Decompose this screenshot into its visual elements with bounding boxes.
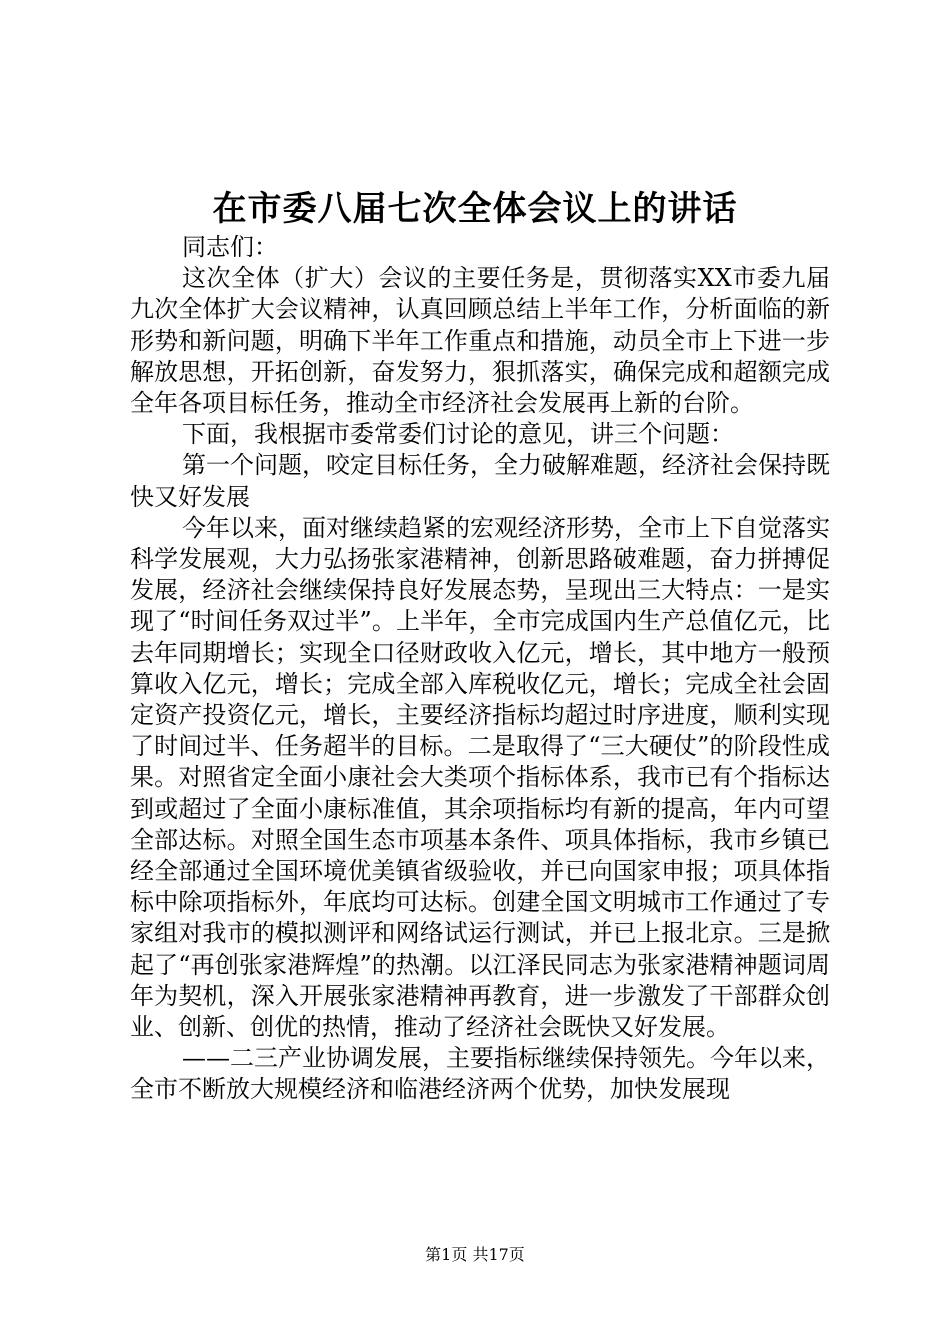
page-number-footer: 第1页 共17页 — [425, 1245, 525, 1264]
body-paragraph: ——二三产业协调发展，主要指标继续保持领先。今年以来，全市不断放大规模经济和临港经济两个优势，加快发展现 — [130, 1044, 830, 1104]
document-title: 在市委八届七次全体会议上的讲话 — [212, 189, 738, 229]
body-paragraph: 今年以来，面对继续趋紧的宏观经济形势，全市上下自觉落实科学发展观，大力弘扬张家港精神，创新思路破难题，奋力拼搏促发展，经济社会继续保持良好发展态势，呈现出三大特点：一是实现了“时间任务双过半”。上半年，全市完成国内生产总值亿元，比去年同期增长；实现全口径财政收入亿元，增长，其中地方一般预算收入亿元，增长；完成全部入库税收亿元，增长；完成全社会固定资产投资亿元，增长，主要经济指标均超过时序进度，顺利实现了时间过半、任务超半的目标。二是取得了“三大硬仗”的阶段性成果。对照省定全面小康社会大类项个指标体系，我市已有个指标达到或超过了全面小康标准值，其余项指标均有新的提高，年内可望全部达标。对照全国生态市项基本条件、项具体指标，我市乡镇已经全部通过全国环境优美镇省级验收，并已向国家申报；项具体指标中除项指标外，年底均可达标。创建全国文明城市工作通过了专家组对我市的模拟测评和网络试运行测试，并已上报北京。三是掀起了“再创张家港辉煌”的热潮。以江泽民同志为张家港精神题词周年为契机，深入开展张家港精神再教育，进一步激发了干部群众创业、创新、创优的热情，推动了经济社会既快又好发展。 — [130, 513, 830, 1042]
body-paragraph: 这次全体（扩大）会议的主要任务是，贯彻落实XX市委九届九次全体扩大会议精神，认真回顾总结上半年工作，分析面临的新形势和新问题，明确下半年工作重点和措施，动员全市上下进一步解放思想，开拓创新，奋发努力，狠抓落实，确保完成和超额完成全年各项目标任务，推动全市经济社会发展再上新的台阶。 — [130, 264, 830, 418]
salutation-paragraph: 同志们： — [182, 233, 278, 261]
body-paragraph: 下面，我根据市委常委们讨论的意见，讲三个问题： — [182, 420, 734, 449]
document-body — [130, 232, 830, 1106]
section-heading-paragraph: 第一个问题，咬定目标任务，全力破解难题，经济社会保持既快又好发展 — [130, 451, 830, 511]
